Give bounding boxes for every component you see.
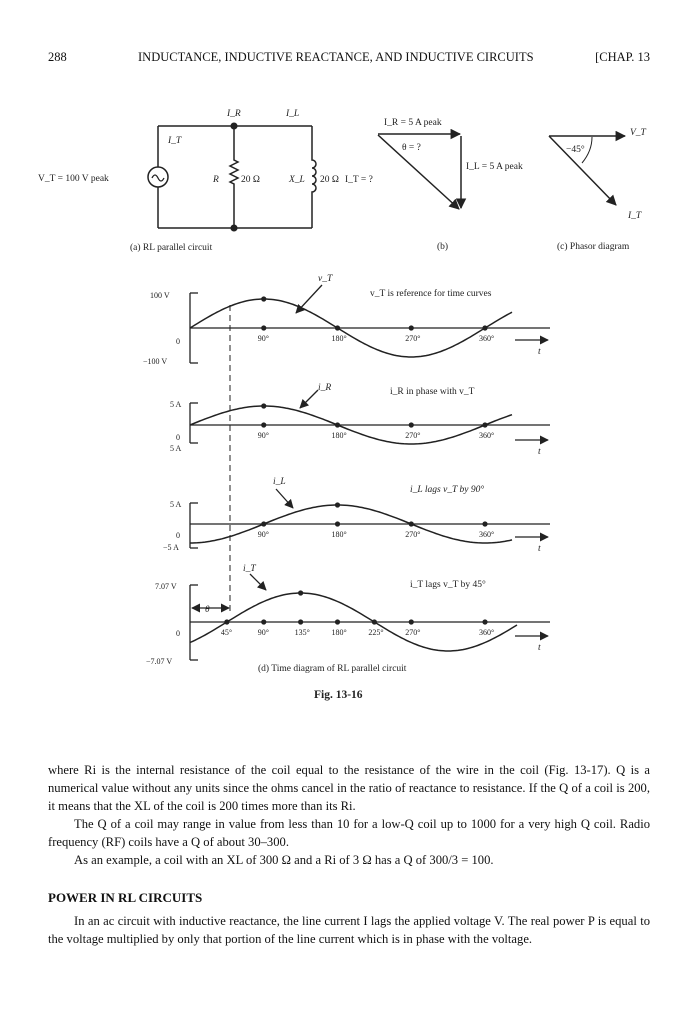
paragraph-3: As an example, a coil with an XL of 300 Ω and a Ri of 3 Ω has a Q of 300/3 = 100. xyxy=(74,853,494,867)
vt-tick-label: 270° xyxy=(405,334,421,343)
it-dot xyxy=(298,619,303,624)
ir-dot xyxy=(409,422,414,427)
paragraph-1: where Ri is the internal resistance of the coil equal to the resistance of the wire in the coil (Fig. 13-17). Q is a numerical value without any units since the ohms cancel in the ratio of reactance to resistance. If the Q of a coil is 200, it means that the XL of the coil is 200 times more than its Ri. xyxy=(48,763,650,813)
peak-dot xyxy=(261,403,266,408)
il-tick-label: 270° xyxy=(405,530,421,539)
il-dot xyxy=(335,521,340,526)
body-text xyxy=(48,761,650,869)
b-il: I_L = 5 A peak xyxy=(466,162,523,172)
y-ir-top: 5 A xyxy=(170,400,182,409)
t-label-4: t xyxy=(538,643,541,653)
c-it: I_T xyxy=(628,211,642,221)
y-it-bot: −7.07 V xyxy=(146,657,173,666)
vt-dot xyxy=(335,325,340,330)
caption-d: (d) Time diagram of RL parallel circuit xyxy=(258,664,407,674)
it-arrow-label: i_T xyxy=(243,564,256,574)
b-ir: I_R = 5 A peak xyxy=(384,118,442,128)
it-dot xyxy=(372,619,377,624)
vt-dot xyxy=(409,325,414,330)
ir-tick-label: 180° xyxy=(331,431,347,440)
r-label: R xyxy=(213,175,219,185)
it-tick-label: 270° xyxy=(405,628,421,637)
b-theta: θ = ? xyxy=(402,143,421,153)
it-dot xyxy=(261,619,266,624)
y-it-top: 7.07 V xyxy=(155,582,177,591)
y-ir-mid: 0 xyxy=(176,433,180,442)
caption-b: (b) xyxy=(437,242,449,252)
vt-arrow-label: v_T xyxy=(318,274,333,284)
vt-tick-label: 180° xyxy=(331,334,347,343)
it-tick-label: 45° xyxy=(220,628,233,637)
body-text-2 xyxy=(48,912,650,948)
it-tick-label: 135° xyxy=(294,628,310,637)
il-note: i_L lags v_T by 90° xyxy=(410,485,485,495)
r-value: 20 Ω xyxy=(241,175,260,185)
paragraph-4: In an ac circuit with inductive reactance, the line current I lags the applied voltage V. The real power P is equal to the voltage multiplied by only that portion of the line current which is in phase with the voltage. xyxy=(48,914,650,946)
peak-dot xyxy=(335,502,340,507)
il-arrow-label: i_L xyxy=(273,477,286,487)
vt-note: v_T is reference for time curves xyxy=(370,289,492,299)
phasor-diagram xyxy=(549,136,625,205)
it-label: I_T xyxy=(168,136,182,146)
peak-dot xyxy=(298,590,303,595)
y-ir-bot: 5 A xyxy=(170,444,182,453)
peak-dot xyxy=(261,296,266,301)
il-tick-label: 360° xyxy=(479,530,495,539)
y-vt-mid: 0 xyxy=(176,337,180,346)
ir-tick-label: 360° xyxy=(479,431,495,440)
t-label-1: t xyxy=(538,347,541,357)
b-it: I_T = ? xyxy=(345,175,373,185)
y-it-mid: 0 xyxy=(176,629,180,638)
ir-arrow-label: i_R xyxy=(318,383,332,393)
caption-c: (c) Phasor diagram xyxy=(557,242,630,252)
chapter-label: [CHAP. 13 xyxy=(595,50,650,64)
source-label: V_T = 100 V peak xyxy=(38,174,109,184)
ir-dot xyxy=(335,422,340,427)
c-vt: V_T xyxy=(630,128,646,138)
xl-label: X_L xyxy=(289,175,305,185)
y-vt-top: 100 V xyxy=(150,291,170,300)
y-vt-bot: −100 V xyxy=(143,357,168,366)
y-il-top: 5 A xyxy=(170,500,182,509)
theta-label: θ xyxy=(205,605,210,615)
t-label-2: t xyxy=(538,447,541,457)
il-label: I_L xyxy=(286,109,300,119)
ir-note: i_R in phase with v_T xyxy=(390,387,475,397)
it-dot xyxy=(335,619,340,624)
caption-a: (a) RL parallel circuit xyxy=(130,243,213,253)
il-tick-label: 180° xyxy=(331,530,347,539)
y-il-mid: 0 xyxy=(176,531,180,540)
vt-tick-label: 360° xyxy=(479,334,495,343)
vt-tick-label: 90° xyxy=(257,334,269,343)
it-note: i_T lags v_T by 45° xyxy=(410,580,486,590)
it-dot xyxy=(482,619,487,624)
figure-label: Fig. 13-16 xyxy=(314,689,363,701)
il-dot xyxy=(261,521,266,526)
tick-dots xyxy=(224,296,487,624)
il-tick-label: 90° xyxy=(257,530,269,539)
xl-value: 20 Ω xyxy=(320,175,339,185)
ir-dot xyxy=(261,422,266,427)
paragraph-2: The Q of a coil may range in value from less than 10 for a low-Q coil up to 1000 for a very high Q coil. Radio frequency (RF) coils have a Q of about 30–300. xyxy=(48,817,650,849)
it-tick-label: 360° xyxy=(479,628,495,637)
il-dot xyxy=(482,521,487,526)
ir-tick-label: 90° xyxy=(257,431,269,440)
it-tick-label: 225° xyxy=(368,628,384,637)
vt-dot xyxy=(482,325,487,330)
ir-tick-label: 270° xyxy=(405,431,421,440)
running-title: INDUCTANCE, INDUCTIVE REACTANCE, AND INDUCTIVE CIRCUITS xyxy=(138,50,534,64)
it-dot xyxy=(224,619,229,624)
wave-curves xyxy=(190,299,517,651)
it-tick-label: 90° xyxy=(257,628,269,637)
ir-dot xyxy=(482,422,487,427)
ir-label: I_R xyxy=(227,109,241,119)
il-dot xyxy=(409,521,414,526)
it-dot xyxy=(409,619,414,624)
time-diagram xyxy=(190,285,550,660)
it-tick-label: 180° xyxy=(331,628,347,637)
vt-dot xyxy=(261,325,266,330)
t-label-3: t xyxy=(538,544,541,554)
page-number: 288 xyxy=(48,50,67,64)
section-heading: POWER IN RL CIRCUITS xyxy=(48,890,203,905)
c-angle: −45° xyxy=(566,145,585,155)
y-il-bot: −5 A xyxy=(163,543,179,552)
